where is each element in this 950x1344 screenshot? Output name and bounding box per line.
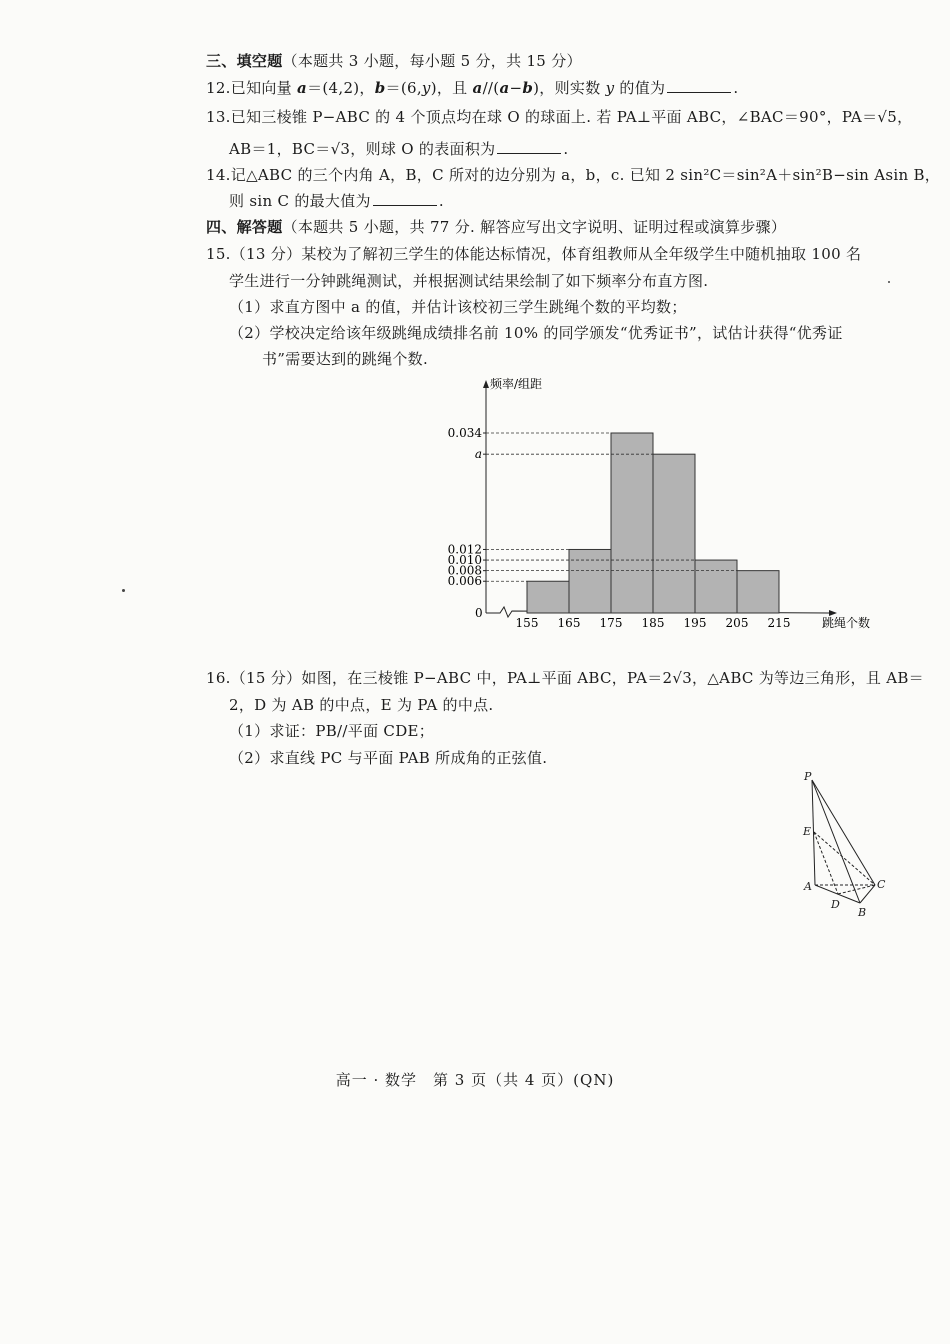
- text: //(: [482, 79, 500, 97]
- question-15-part-1: （1）求直方图中 a 的值，并估计该校初三学生跳绳个数的平均数；: [229, 298, 687, 316]
- vector-a: a: [472, 79, 483, 97]
- vector-a: a: [297, 79, 308, 97]
- question-16-part-2: （2）求直线 PC 与平面 PAB 所成角的正弦值.: [229, 749, 548, 767]
- frequency-histogram: [430, 370, 900, 635]
- x-tick-label: 185: [641, 616, 665, 630]
- question-16-line-2: 2，D 为 AB 的中点，E 为 PA 的中点.: [229, 696, 494, 714]
- text: 已知向量: [230, 79, 298, 97]
- histogram-bar: [611, 433, 653, 613]
- y-tick-label: 0.006: [447, 574, 482, 589]
- answer-blank: [373, 191, 437, 206]
- label-b: B: [858, 906, 867, 919]
- question-16-line-1: 16.（15 分）如图，在三棱锥 P−ABC 中，PA⊥平面 ABC，PA＝2√3，△ABC 为等边三角形，且 AB＝: [206, 669, 924, 687]
- question-13-line-1: [206, 106, 912, 128]
- question-15-part-2: （2）学校决定给该年级跳绳成绩排名前 10% 的同学颁发“优秀证书”，试估计获得“优秀证: [229, 324, 843, 342]
- x-tick-label: 165: [557, 616, 581, 630]
- question-number: 14.: [206, 166, 231, 184]
- x-axis-label: 跳绳个数: [822, 616, 871, 630]
- segment-ec-dashed: [814, 832, 875, 885]
- y-tick-label: 0.010: [447, 553, 482, 568]
- answer-blank: [667, 78, 731, 93]
- question-text: 已知三棱锥 P−ABC 的 4 个顶点均在球 O 的球面上. 若 PA⊥平面 ABC，∠BAC＝90°，PA＝√5，: [230, 108, 913, 126]
- text: 的值为: [614, 79, 666, 97]
- y-axis-arrow: [483, 380, 489, 388]
- origin-label: 0: [475, 606, 483, 620]
- section-title: 三、填空题: [206, 52, 283, 70]
- histogram-bar: [653, 454, 695, 613]
- section-title: 四、解答题: [206, 218, 283, 236]
- scan-speck: [122, 589, 125, 592]
- text: .: [733, 79, 739, 97]
- answer-blank: [497, 139, 561, 154]
- vector-b: b: [374, 79, 386, 97]
- question-13-line-2: [229, 138, 569, 160]
- question-14-line-1: [206, 164, 940, 186]
- var-y: y: [605, 79, 615, 97]
- question-text: 记△ABC 的三个内角 A，B，C 所对的边分别为 a，b，c. 已知 2 sin²C＝sin²A＋sin²B−sin Asin B，: [230, 166, 941, 184]
- text: −: [509, 79, 523, 97]
- question-15-line-2: 学生进行一分钟跳绳测试，并根据测试结果绘制了如下频率分布直方图.: [229, 272, 709, 290]
- question-15-line-1: 15.（13 分）某校为了解初三学生的体能达标情况，体育组教师从全年级学生中随机抽取 100 名: [206, 245, 862, 263]
- text: ＝(6,: [385, 79, 422, 97]
- text: .: [438, 192, 444, 210]
- text: )，且: [430, 79, 473, 97]
- text: )，则实数: [533, 79, 606, 97]
- histogram-bar: [569, 549, 611, 613]
- question-text: 则 sin C 的最大值为: [229, 192, 371, 210]
- edge-pc: [812, 780, 875, 885]
- y-tick-label: a: [474, 447, 482, 462]
- question-number: 13.: [206, 108, 231, 126]
- section-4-heading: [206, 216, 786, 238]
- y-tick-label: 0.012: [447, 542, 482, 557]
- x-tick-label: 155: [515, 616, 539, 630]
- question-14-line-2: [229, 190, 444, 212]
- question-number: 12.: [206, 79, 231, 97]
- segment-dc-dashed: [838, 885, 875, 894]
- text: .: [563, 140, 569, 158]
- histogram-bar: [737, 571, 779, 613]
- question-15-part-3: 书”需要达到的跳绳个数.: [262, 350, 429, 368]
- section-3-heading: [206, 50, 582, 72]
- question-text: AB＝1，BC＝√3，则球 O 的表面积为: [229, 140, 496, 158]
- text: ＝(4,2)，: [307, 79, 375, 97]
- y-tick-label: 0.034: [447, 426, 482, 440]
- y-axis-label: 频率/组距: [490, 377, 543, 391]
- label-e: E: [803, 825, 812, 838]
- histogram-bar: [527, 581, 569, 613]
- section-note: （本题共 5 小题，共 77 分. 解答应写出文字说明、证明过程或演算步骤）: [282, 218, 787, 236]
- x-tick-label: 215: [767, 616, 791, 630]
- x-tick-label: 205: [725, 616, 749, 630]
- x-tick-label: 195: [683, 616, 707, 630]
- y-tick-label: 0.008: [447, 563, 482, 578]
- vector-b: b: [522, 79, 534, 97]
- page-footer: 高一 · 数学 第 3 页（共 4 页）(QN): [335, 1071, 615, 1089]
- label-c: C: [877, 878, 886, 891]
- vector-a: a: [499, 79, 510, 97]
- label-a: A: [804, 880, 812, 893]
- scan-speck: [888, 281, 890, 283]
- section-note: （本题共 3 小题，每小题 5 分，共 15 分）: [282, 52, 582, 70]
- var-y: y: [421, 79, 431, 97]
- label-p: P: [804, 770, 812, 783]
- x-tick-label: 175: [599, 616, 623, 630]
- question-16-part-1: （1）求证：PB//平面 CDE；: [229, 722, 435, 740]
- label-d: D: [831, 898, 840, 911]
- histogram-bar: [695, 560, 737, 613]
- question-12: [206, 77, 738, 99]
- tetrahedron-figure: [795, 770, 905, 920]
